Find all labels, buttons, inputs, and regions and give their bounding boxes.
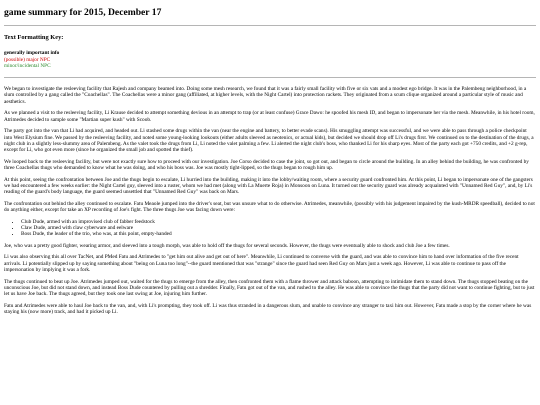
summary-paragraph: As we planned a visit to the resleeving facility, Li Krause decided to attempt something devious in an attempt to trap (or at least confuse) Grace Dawo: he spoofed his mesh ID, and began to impersonate her via the mesh. Meanwhile, in his hotel room, Atrimedes decided to sample some "Martian super kush" with Scoob. [4,110,535,123]
formatting-key-heading: Text Formatting Key: [4,34,64,41]
summary-paragraph: At this point, seeing the confrontation between Joe and the thugs begin to escalate, Li hurried into the building, making it into the lobby/waiting room, where a security guard confronted him. At this point, Li began to impersonate one of the gangsters we had encountered a few weeks earlier: the Night Cartel guy, sleeved into a ruster, whom we had met (along with La Muerte Roja) in Monsoon on Luna. It turned out the security guard was already acquainted with "Unnamed Red Guy", and, by Li's reading of the guard's body language, the guard seemed unsettled that "Unnamed Red Guy" was back on Mars. [4,176,533,196]
list-item: • Boss Dude, the leader of the trio, who was, at this point, empty-handed [21,231,536,237]
legend-major-npc: (possible) major NPC [4,56,51,63]
summary-paragraph: The party got into the van that Li had acquired, and headed out. Li stashed some drugs within the van (near the engine and battery, to better evade scans). His smuggling attempt was successful, and we were able to pass through a police checkpoint into West Elysium fine. We passed by the resleeving facility, and noted some young-looking lookouts (either adults sleeved as neotenics, or actual kids), but decided we should drop off Li's drugs first. We continued on to the destination of the drugs, a night club in a slightly less-slummy area of Palembeng. As the valet took the drugs from Li, Li noted the valet palming a few. Li alerted the night club's boss, who thanked Li for his sharp eyes. Most of the party each got +750 credits, and +2 g-rep, except for Li, who got even more (since he organized the small job and spotted the thief). [4,128,534,154]
summary-paragraph: The thugs continued to beat up Joe. Atrimedes jumped out, waited for the thugs to emerge from the alley, then confronted them with a flame thrower and attack baboon, attempting to intimidate them to stand down. The thugs stopped beating on the unconscious Joe, but did not stand down, and instead Boss Dude countered by pulling out a shredder. Finally, Fatu got out of the van, and rushed to the alley. He was able to convince the thugs that the party did not want to continue fighting, but to just let us have Joe back. The thugs agreed, but they took one last swing at Joe, injuring him further. [4,278,535,298]
summary-paragraph: The confrontation out behind the alley continued to escalate. Fatu Meaole jumped into the driver's seat, but was unsure what to do otherwise. Atrimedes, meanwhile, (possibly with his judgement impaired by the kush-MRDR speedball), decided to not do anything either, except for take an XP recording of Joe's fight. The three thugs Joe was facing down were: [4,200,535,214]
list-item: • Club Dude, armed with an improvised club of fabber feedstock [21,219,536,225]
legend-divider [4,77,536,78]
list-item: • Claw Dude, armed with claw cyberware and eelware [21,225,536,231]
formatting-legend [4,50,536,70]
summary-paragraph: Fatu and Atrimedes were able to haul Joe back to the van, and, with Li's prompting, they took off. Li was thus stranded in a dangerous slum, and unable to convince any stranger to taxi him out. However, Fatu made a stop by the corner where he was staying his (now more) track, and had it picked up Li. [4,302,532,316]
legend-minor-npc: minor/incidental NPC [4,63,51,70]
summary-paragraph: We looped back to the resleeving facility, but were not exactly sure how to proceed with our investigation. Joe Corso decided to case the joint, so got out, and began to circle around the building. In an alley behind the building, he was confronted by three Coachellas thugs who demanded to know what he was doing, and who his boss was. Joe was mostly tight-lipped, so the thugs began to rough him up. [4,158,529,172]
summary-paragraph: Li was also observing this all over TacNet, and PMed Fatu and Atrimedes to "get him out alive and get out of here". Meanwhile, Li continued to converse with the guard, and was able to convince him to hand over information of the five recent arrivals. Li potentially slipped up by saying something about "being on Luna too long"--the guard mentioned that was "strange" since the guard had seen Red Guy on Mars just a week ago. However, Li was able to continue to pass off the impersonation by implying it was a fork. [4,254,519,274]
title-divider [4,25,536,26]
thug-list [4,219,536,238]
legend-important: generally important info [4,50,60,56]
page-title: game summary for 2015, December 17 [4,7,162,18]
summary-paragraph: We began to investigate the resleeving facility that Rajesh and company beamed into. Doing some mesh research, we found that it was a fairly small facility with five or six vats and a modest ego bridge. It was in the Palembeng neighborhood, in a slum controlled by a gang called the "Coachellas". The Coachellas were a minor gang (affiliated, at higher levels, with the Night Cartel) into protection rackets. They originated from a scum clique organized around a particular style of music and aesthetics. [4,86,527,105]
summary-paragraph: Joe, who was a pretty good fighter, wearing armor, and sleeved into a tough morph, was able to hold off the thugs for several seconds. However, the thugs were eventually able to shock and club Joe a few times. [4,242,450,249]
